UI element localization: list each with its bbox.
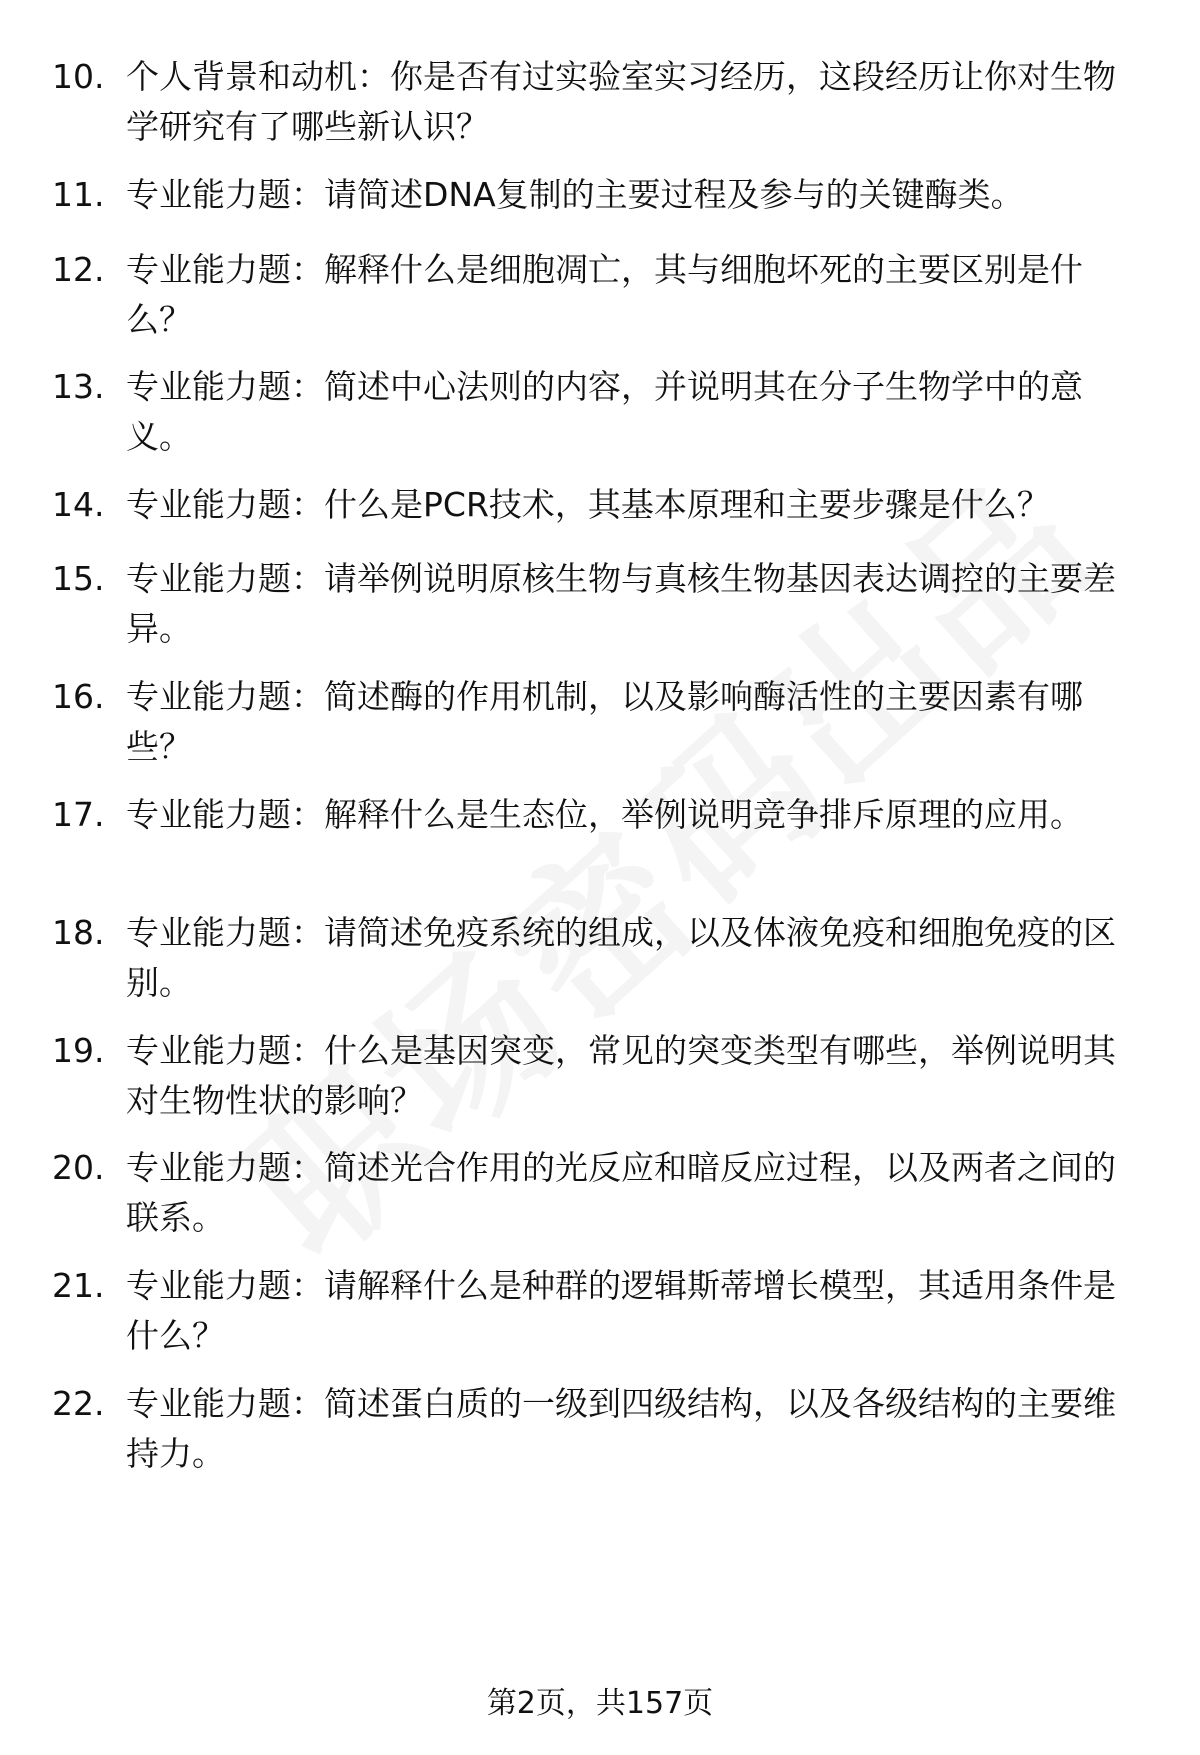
item-number: 12. [52, 250, 105, 289]
item-text: 专业能力题：什么是基因突变，常见的突变类型有哪些，举例说明其对生物性状的影响？ [126, 1031, 1116, 1120]
item-number: 15. [52, 559, 105, 598]
item-number: 14. [52, 485, 105, 524]
item-text: 专业能力题：请简述DNA复制的主要过程及参与的关键酶类。 [126, 175, 1024, 214]
item-text: 专业能力题：简述中心法则的内容，并说明其在分子生物学中的意义。 [126, 367, 1083, 456]
item-number: 19. [52, 1031, 105, 1070]
item-text: 专业能力题：请举例说明原核生物与真核生物基因表达调控的主要差异。 [126, 559, 1116, 648]
item-number: 13. [52, 367, 105, 406]
item-number: 20. [52, 1148, 105, 1187]
item-text: 专业能力题：简述蛋白质的一级到四级结构，以及各级结构的主要维持力。 [126, 1384, 1116, 1473]
item-text: 专业能力题：解释什么是细胞凋亡，其与细胞坏死的主要区别是什么？ [126, 250, 1083, 339]
item-number: 10. [52, 57, 105, 96]
item-number: 11. [52, 175, 105, 214]
item-text: 专业能力题：请简述免疫系统的组成，以及体液免疫和细胞免疫的区别。 [126, 913, 1116, 1002]
item-text: 个人背景和动机：你是否有过实验室实习经历，这段经历让你对生物学研究有了哪些新认识？ [126, 57, 1116, 146]
item-number: 16. [52, 677, 105, 716]
item-text: 专业能力题：什么是PCR技术，其基本原理和主要步骤是什么？ [126, 485, 1050, 524]
item-text: 专业能力题：简述酶的作用机制，以及影响酶活性的主要因素有哪些？ [126, 677, 1083, 766]
item-text: 专业能力题：请解释什么是种群的逻辑斯蒂增长模型，其适用条件是什么？ [126, 1266, 1116, 1355]
item-number: 18. [52, 913, 105, 952]
item-number: 22. [52, 1384, 105, 1423]
page-footer: 第2页，共157页 [486, 1686, 714, 1721]
item-number: 17. [52, 795, 105, 834]
item-text: 专业能力题：简述光合作用的光反应和暗反应过程，以及两者之间的联系。 [126, 1148, 1116, 1237]
item-text: 专业能力题：解释什么是生态位，举例说明竞争排斥原理的应用。 [126, 795, 1083, 834]
item-number: 21. [52, 1266, 105, 1305]
